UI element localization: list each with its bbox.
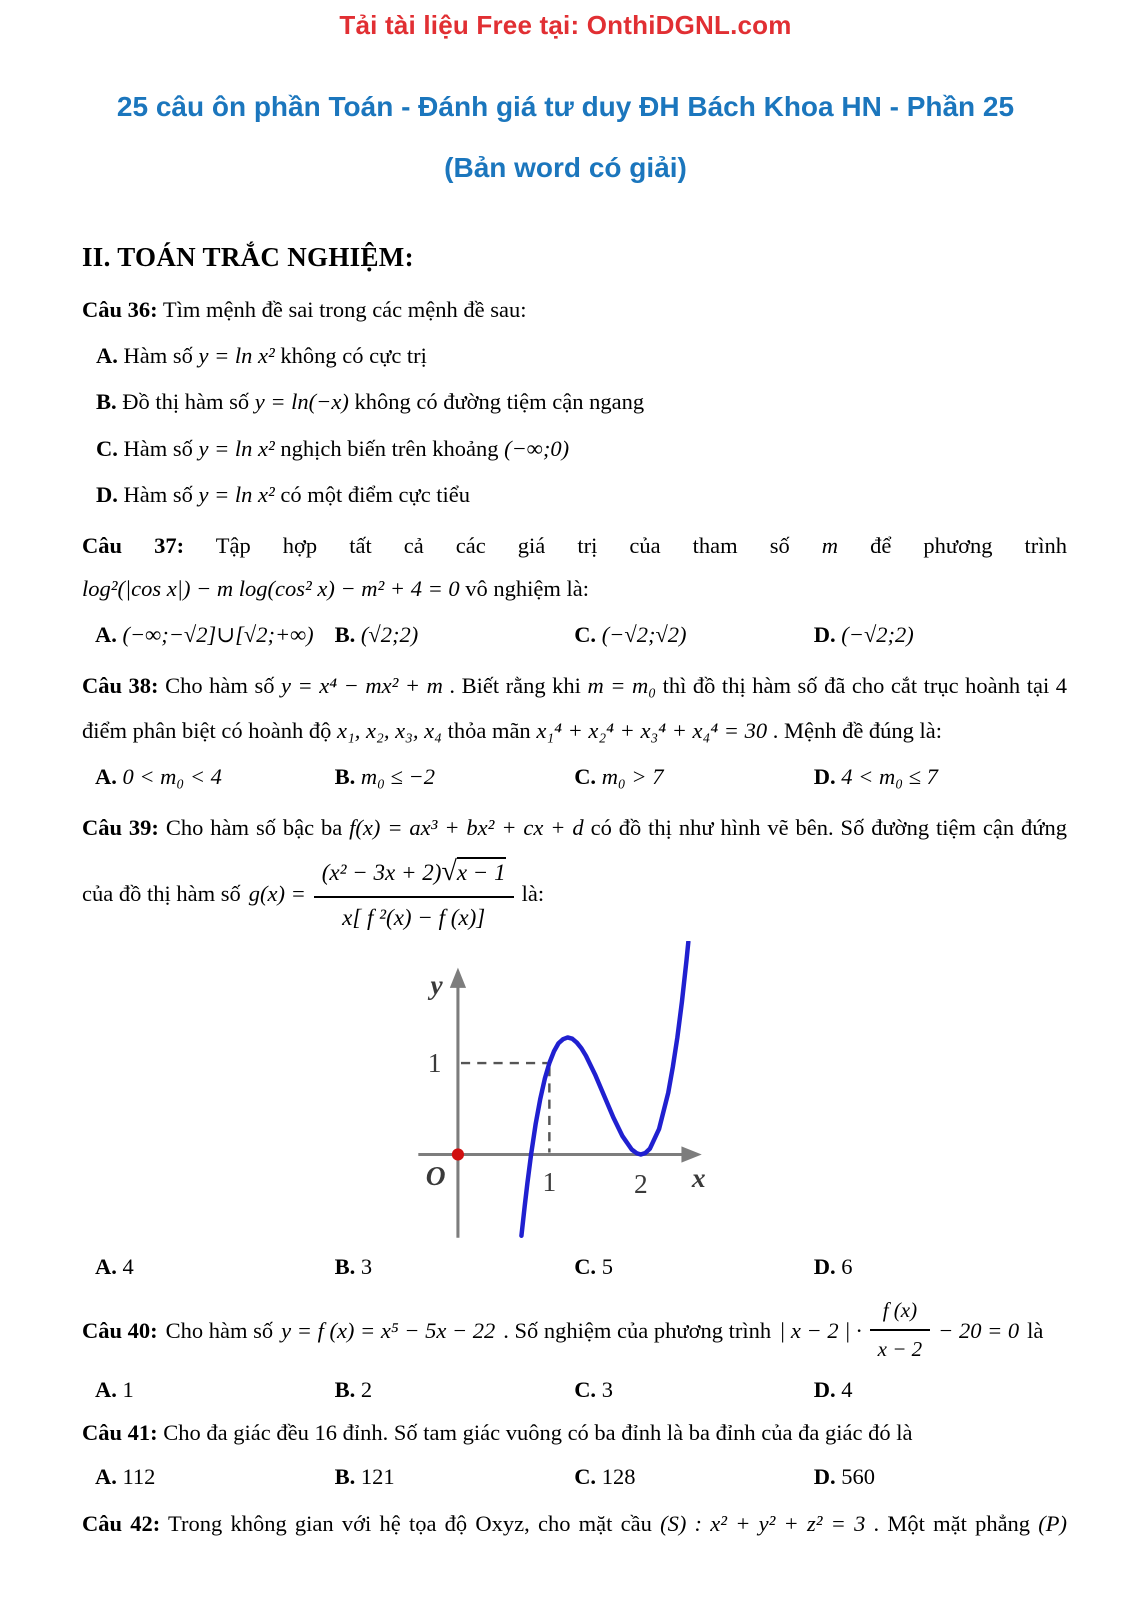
q36-option-c-pre: Hàm số xyxy=(123,435,193,461)
y-axis-arrow-icon xyxy=(449,968,465,988)
q38-math2: m = m₀ xyxy=(587,672,657,698)
origin-label: O xyxy=(425,1161,445,1192)
q40-fraction-numerator: f (x) xyxy=(870,1296,931,1331)
q38-math3: x₁, x₂, x₃, x₄ xyxy=(336,717,442,743)
document-body xyxy=(0,239,1131,1538)
q40-label: Câu 40: xyxy=(82,1317,158,1343)
q40-option-b-label: B. xyxy=(334,1377,356,1403)
q38-option-d xyxy=(814,761,1054,792)
x-axis-label: x xyxy=(691,1163,706,1194)
q36-option-d-post: có một điểm cực tiểu xyxy=(280,481,471,507)
q38-option-b xyxy=(335,761,575,792)
q40-fraction-denominator: x − 2 xyxy=(877,1337,923,1362)
q40-option-b xyxy=(335,1374,575,1405)
question-38-line1 xyxy=(82,670,1067,701)
q38-seg2: . Biết rằng khi xyxy=(449,672,581,698)
q37-label: Câu 37: xyxy=(82,532,185,558)
q40-math2: | x − 2 | · xyxy=(779,1317,862,1343)
q38-option-a-value: 0 < m₀ < 4 xyxy=(122,763,222,789)
sqrt-icon: √ xyxy=(441,855,457,887)
q36-option-b-math: y = ln(−x) xyxy=(254,389,349,415)
q38-math1: y = x⁴ − mx² + m xyxy=(281,672,443,698)
q38-option-d-label: D. xyxy=(813,763,836,789)
q39-fraction xyxy=(314,853,514,933)
q37-formula: log²(|cos x|) − m log(cos² x) − m² + 4 = 0 xyxy=(82,575,460,601)
q36-option-c-label: C. xyxy=(96,435,118,461)
q41-option-b-label: B. xyxy=(334,1463,356,1489)
q40-option-c xyxy=(574,1374,814,1405)
x-axis-arrow-icon xyxy=(681,1147,701,1163)
q39-seg4: là: xyxy=(521,880,545,906)
q36-option-d xyxy=(82,479,1067,510)
q38-seg3: thì đồ thị hàm số đã cho cắt trục hoành tại 4 xyxy=(662,672,1067,698)
q41-option-d-value: 560 xyxy=(841,1463,876,1489)
q41-option-a-value: 112 xyxy=(122,1463,156,1489)
q36-option-c-post-math: (−∞;0) xyxy=(504,435,570,461)
q42-math2: (P) xyxy=(1038,1510,1068,1536)
q39-option-a-label: A. xyxy=(95,1254,117,1280)
q39-function-graph xyxy=(398,941,728,1249)
q39-option-d-value: 6 xyxy=(841,1254,853,1280)
q36-option-a-label: A. xyxy=(96,343,118,369)
question-37-line2 xyxy=(82,573,1067,604)
q36-option-a-math: y = ln x² xyxy=(198,343,275,369)
cubic-graph-figure xyxy=(398,941,718,1241)
q40-options xyxy=(82,1374,1067,1405)
q38-options xyxy=(82,761,1067,792)
q40-math3: − 20 = 0 xyxy=(938,1317,1020,1343)
q39-option-c xyxy=(574,1251,814,1282)
q39-fraction-numerator xyxy=(314,853,514,898)
q42-math1: (S) : x² + y² + z² = 3 xyxy=(660,1510,866,1536)
q37-option-c xyxy=(574,619,814,650)
q38-option-c-value: m₀ > 7 xyxy=(601,763,664,789)
q37-option-a xyxy=(95,619,335,650)
q39-option-b-label: B. xyxy=(334,1254,356,1280)
q40-option-c-label: C. xyxy=(574,1377,597,1403)
q41-options xyxy=(82,1461,1067,1492)
q38-math4: x₁⁴ + x₂⁴ + x₃⁴ + x₄⁴ = 30 xyxy=(536,717,768,743)
q39-frac-radicand: x − 1 xyxy=(457,857,506,885)
q40-option-a xyxy=(95,1374,335,1405)
question-39-line1 xyxy=(82,812,1067,843)
q36-option-b-label: B. xyxy=(96,389,117,415)
q38-option-b-value: m₀ ≤ −2 xyxy=(360,763,435,789)
q37-option-a-label: A. xyxy=(95,621,117,647)
q38-seg1: Cho hàm số xyxy=(165,672,275,698)
q40-seg1: Cho hàm số xyxy=(165,1317,274,1343)
q41-option-c-label: C. xyxy=(574,1463,597,1489)
y-axis-label: y xyxy=(430,970,443,1001)
q38-seg4: điểm phân biệt có hoành độ xyxy=(82,717,332,743)
question-41-stem xyxy=(82,1417,1067,1448)
q42-seg2: . Một mặt phẳng xyxy=(873,1510,1031,1536)
q38-seg6: . Mệnh đề đúng là: xyxy=(772,717,943,743)
q39-math1: f(x) = ax³ + bx² + cx + d xyxy=(349,814,584,840)
q36-option-c-post: nghịch biến trên khoảng xyxy=(280,435,499,461)
q39-option-a-value: 4 xyxy=(122,1254,134,1280)
q37-stem-post: để phương trình xyxy=(870,532,1068,558)
q37-option-b xyxy=(335,619,575,650)
q39-seg2: có đồ thị như hình vẽ bên. Số đường tiệm cận đứng xyxy=(590,814,1067,840)
q36-stem-text: Tìm mệnh đề sai trong các mệnh đề sau: xyxy=(162,297,527,323)
q40-option-a-label: A. xyxy=(95,1377,117,1403)
q38-seg5: thỏa mãn xyxy=(447,717,531,743)
q39-gname: g(x) = xyxy=(248,880,306,906)
y-tick-1: 1 xyxy=(427,1048,441,1079)
q37-stem-pre: Tập hợp tất cả các giá trị của tham số xyxy=(215,532,790,558)
q40-option-d-value: 4 xyxy=(841,1377,853,1403)
q39-fraction-denominator: x[ f ²(x) − f (x)] xyxy=(342,904,486,930)
q41-option-a xyxy=(95,1461,335,1492)
q39-seg1: Cho hàm số bậc ba xyxy=(165,814,343,840)
q39-option-c-label: C. xyxy=(574,1254,597,1280)
section-heading: II. TOÁN TRẮC NGHIỆM: xyxy=(82,242,414,273)
doc-title: 25 câu ôn phần Toán - Đánh giá tư duy ĐH Bách Khoa HN - Phần 25 xyxy=(116,90,1015,122)
q40-option-a-value: 1 xyxy=(122,1377,134,1403)
q41-option-b-value: 121 xyxy=(360,1463,395,1489)
q41-stem-text: Cho đa giác đều 16 đỉnh. Số tam giác vuông có ba đỉnh là ba đỉnh của đa giác đó là xyxy=(163,1420,913,1446)
q39-option-d xyxy=(814,1251,1054,1282)
question-36-stem xyxy=(82,294,1067,325)
q39-seg3: của đồ thị hàm số xyxy=(82,880,241,906)
q39-option-b xyxy=(335,1251,575,1282)
q36-option-b-pre: Đồ thị hàm số xyxy=(122,389,250,415)
q40-seg3: là xyxy=(1027,1317,1044,1343)
q39-label: Câu 39: xyxy=(82,814,159,840)
q37-tail: vô nghiệm là: xyxy=(465,575,590,601)
q36-option-b-post: không có đường tiệm cận ngang xyxy=(354,389,645,415)
q37-stem-math: m xyxy=(821,532,839,558)
q40-option-d-label: D. xyxy=(813,1377,836,1403)
q36-option-b xyxy=(82,386,1067,417)
question-42-line1 xyxy=(82,1508,1067,1539)
q36-option-a-pre: Hàm số xyxy=(123,343,193,369)
q38-option-a-label: A. xyxy=(95,763,117,789)
q41-option-c xyxy=(574,1461,814,1492)
q36-option-a xyxy=(82,340,1067,371)
q38-option-a xyxy=(95,761,335,792)
q41-label: Câu 41: xyxy=(82,1420,158,1446)
q36-option-d-label: D. xyxy=(96,481,118,507)
origin-point xyxy=(451,1149,463,1161)
q38-option-c-label: C. xyxy=(574,763,597,789)
q37-option-d-label: D. xyxy=(813,621,836,647)
question-39-line2 xyxy=(82,853,1067,933)
q39-frac-radical xyxy=(441,855,506,887)
q36-option-c-math: y = ln x² xyxy=(198,435,275,461)
q40-option-d xyxy=(814,1374,1054,1405)
q37-option-a-value: (−∞;−√2]∪[√2;+∞) xyxy=(122,621,314,647)
q40-seg2: . Số nghiệm của phương trình xyxy=(503,1317,772,1343)
q38-option-d-value: 4 < m₀ ≤ 7 xyxy=(841,763,938,789)
q38-option-b-label: B. xyxy=(334,763,356,789)
x-tick-1: 1 xyxy=(542,1167,556,1198)
q39-option-b-value: 3 xyxy=(360,1254,373,1280)
q40-fraction xyxy=(870,1296,931,1364)
q41-option-a-label: A. xyxy=(95,1463,117,1489)
q37-option-c-label: C. xyxy=(574,621,597,647)
q39-frac-num-poly: (x² − 3x + 2) xyxy=(321,859,442,885)
q42-seg1: Trong không gian với hệ tọa độ Oxyz, cho mặt cầu xyxy=(168,1510,652,1536)
q36-option-d-pre: Hàm số xyxy=(123,481,193,507)
q37-option-d-value: (−√2;2) xyxy=(841,621,914,647)
q39-option-c-value: 5 xyxy=(601,1254,613,1280)
doc-subtitle: (Bản word có giải) xyxy=(444,151,687,183)
q40-option-b-value: 2 xyxy=(360,1377,373,1403)
q37-option-d xyxy=(814,619,1054,650)
q39-options xyxy=(82,1251,1067,1282)
q40-math1: y = f (x) = x⁵ − 5x − 22 xyxy=(281,1317,496,1343)
q36-option-d-math: y = ln x² xyxy=(198,481,275,507)
q41-option-d xyxy=(814,1461,1054,1492)
q41-option-b xyxy=(335,1461,575,1492)
q37-option-b-label: B. xyxy=(334,621,356,647)
q39-option-a xyxy=(95,1251,335,1282)
q38-label: Câu 38: xyxy=(82,672,159,698)
q36-option-a-post: không có cực trị xyxy=(280,343,427,369)
question-38-line2 xyxy=(82,715,1067,746)
q36-label: Câu 36: xyxy=(82,297,158,323)
q36-option-c xyxy=(82,433,1067,464)
promo-banner: Tải tài liệu Free tại: OnthiDGNL.com xyxy=(339,10,792,40)
q40-option-c-value: 3 xyxy=(601,1377,613,1403)
q37-option-b-value: (√2;2) xyxy=(360,621,419,647)
q41-option-d-label: D. xyxy=(813,1463,836,1489)
q38-option-c xyxy=(574,761,814,792)
q42-label: Câu 42: xyxy=(82,1510,161,1536)
question-40-line xyxy=(82,1296,1067,1364)
q37-option-c-value: (−√2;√2) xyxy=(601,621,687,647)
q41-option-c-value: 128 xyxy=(601,1463,636,1489)
x-tick-2: 2 xyxy=(633,1169,648,1200)
q39-option-d-label: D. xyxy=(813,1254,836,1280)
question-37-line1 xyxy=(82,530,1067,561)
q37-options xyxy=(82,619,1067,650)
